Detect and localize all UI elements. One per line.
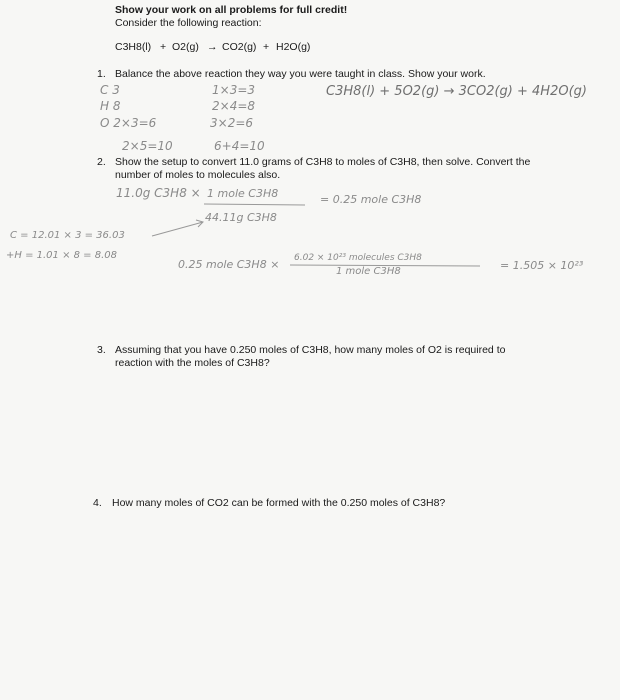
reactant-oxygen: O2(g)	[172, 41, 199, 53]
plus-sign: +	[263, 41, 270, 53]
hw-q1-mid-4: 6+4=10	[214, 139, 265, 153]
question-number: 3.	[97, 344, 106, 356]
page-title: Show your work on all problems for full credit!	[115, 4, 348, 16]
question-number: 4.	[93, 497, 102, 509]
hw-q2-avogadro-numerator: 6.02 × 10²³ molecules C3H8	[294, 253, 422, 263]
hw-q1-oxygen-2: 2×5=10	[122, 139, 173, 153]
question-3-text-line-1: Assuming that you have 0.250 moles of C3H8, how many moles of O2 is required to	[115, 344, 506, 356]
hw-q1-oxygen: O 2×3=6	[100, 116, 157, 130]
hw-q1-carbon: C 3	[100, 83, 120, 97]
hw-q2-denominator: 44.11g C3H8	[205, 211, 277, 224]
plus-sign: +	[160, 41, 167, 53]
question-3-text-line-2: reaction with the moles of C3H8?	[115, 357, 270, 369]
product-water: H2O(g)	[276, 41, 311, 53]
question-4-text: How many moles of CO2 can be formed with the 0.250 moles of C3H8?	[112, 497, 446, 509]
hw-q1-mid-1: 1×3=3	[212, 83, 256, 97]
fraction-bar	[290, 265, 480, 266]
hw-q2-carbon-mass: C = 12.01 × 3 = 36.03	[10, 230, 125, 241]
reaction-arrow: →	[207, 41, 218, 53]
pointer-arrow	[152, 222, 203, 236]
hw-q2-avogadro-denominator: 1 mole C3H8	[336, 266, 401, 277]
hw-q1-mid-2: 2×4=8	[212, 99, 256, 113]
hw-q2-result: = 0.25 mole C3H8	[320, 193, 422, 206]
question-2-text-line-2: number of moles to molecules also.	[115, 169, 281, 181]
question-1-text: Balance the above reaction they way you were taught in class. Show your work.	[115, 68, 486, 80]
hw-q2-numerator: 1 mole C3H8	[207, 187, 279, 200]
product-co2: CO2(g)	[222, 41, 257, 53]
hw-q1-balanced-equation: C3H8(l) + 5O2(g) → 3CO2(g) + 4H2O(g)	[326, 84, 587, 99]
hw-q2-moles-given: 0.25 mole C3H8 ×	[178, 258, 280, 271]
intro-text: Consider the following reaction:	[115, 17, 262, 29]
question-number: 2.	[97, 156, 106, 168]
hw-q1-hydrogen: H 8	[100, 99, 121, 113]
reactant-propane: C3H8(l)	[115, 41, 152, 53]
fraction-bar	[204, 204, 305, 205]
question-number: 1.	[97, 68, 106, 80]
hw-q2-given: 11.0g C3H8 ×	[116, 186, 201, 200]
hw-q2-hydrogen-mass: +H = 1.01 × 8 = 8.08	[6, 250, 118, 261]
hw-q2-molecules-result: = 1.505 × 10²³	[500, 259, 584, 272]
hw-q1-mid-3: 3×2=6	[210, 116, 254, 130]
question-2-text-line-1: Show the setup to convert 11.0 grams of C3H8 to moles of C3H8, then solve. Convert the	[115, 156, 531, 168]
